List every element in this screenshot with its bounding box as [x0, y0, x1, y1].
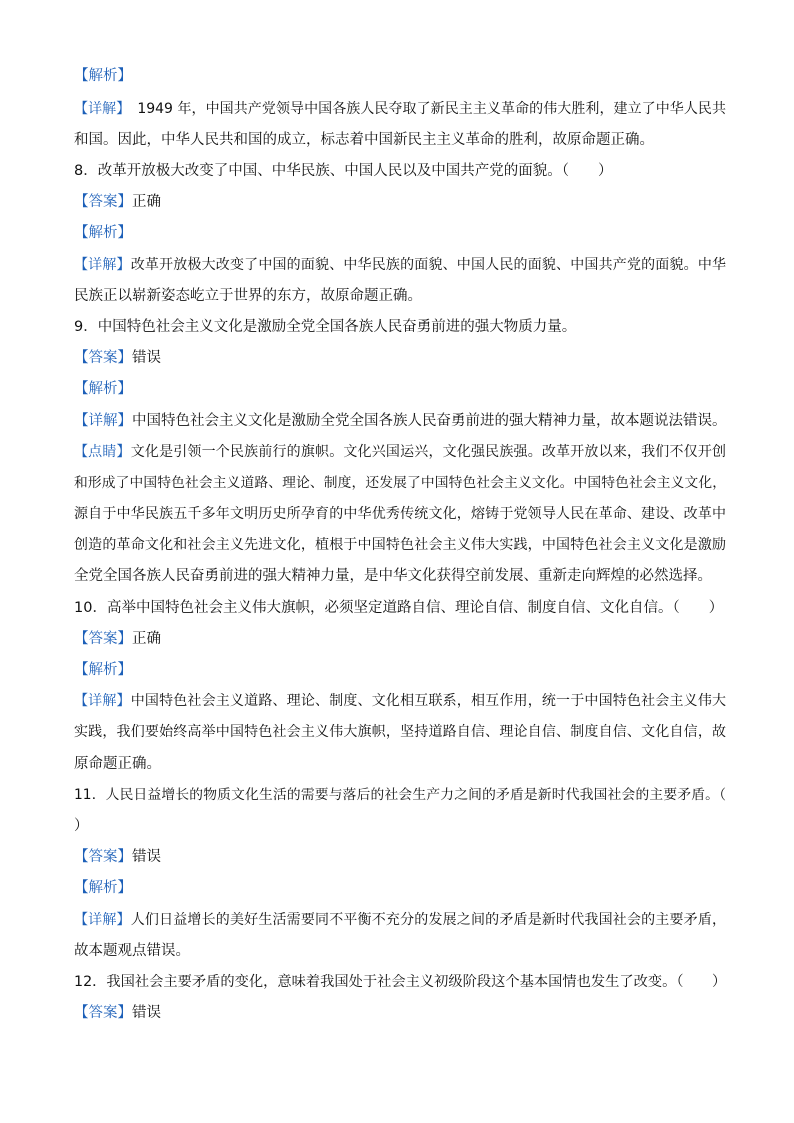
question-10: 10．高举中国特色社会主义伟大旗帜，必须坚定道路自信、理论自信、制度自信、文化自信。（ ）	[74, 600, 724, 616]
detail-10: 【详解】中国特色社会主义道路、理论、制度、文化相互联系，相互作用，统一于中国特色社会主义伟大	[74, 693, 727, 709]
point-9-cont: 全党全国各族人民奋勇前进的强大精神力量，是中华文化获得空前发展、重新走向辉煌的必然选择。	[74, 568, 712, 584]
answer-8: 【答案】正确	[74, 194, 161, 210]
answer-10: 【答案】正确	[74, 631, 161, 647]
analysis-heading: 【解析】	[74, 68, 132, 84]
question-12: 12．我国社会主要矛盾的变化，意味着我国处于社会主义初级阶段这个基本国情也发生了改变。（ ）	[74, 974, 727, 990]
point-9-cont: 和形成了中国特色社会主义道路、理论、制度，还发展了中国特色社会主义文化。中国特色社会主义文化，	[74, 475, 726, 491]
detail-paragraph-cont: 和国。因此，中华人民共和国的成立，标志着中国新民主主义革命的胜利，故原命题正确。	[74, 132, 654, 148]
answer-9: 【答案】错误	[74, 350, 161, 366]
detail-10-cont: 实践，我们要始终高举中国特色社会主义伟大旗帜，坚持道路自信、理论自信、制度自信、文化自信，故	[74, 724, 726, 740]
question-11-cont: ）	[74, 818, 89, 834]
detail-11-cont: 故本题观点错误。	[74, 943, 190, 959]
detail-9: 【详解】中国特色社会主义文化是激励全党全国各族人民奋勇前进的强大精神力量，故本题说法错误。	[74, 413, 727, 429]
detail-8: 【详解】改革开放极大改变了中国的面貌、中华民族的面貌、中国人民的面貌、中国共产党的面貌。中华	[74, 257, 727, 273]
detail-8-cont: 民族正以崭新姿态屹立于世界的东方，故原命题正确。	[74, 288, 422, 304]
detail-11: 【详解】人们日益增长的美好生活需要同不平衡不充分的发展之间的矛盾是新时代我国社会的主要矛盾，	[74, 912, 727, 928]
detail-10-cont: 原命题正确。	[74, 756, 161, 772]
answer-11: 【答案】错误	[74, 849, 161, 865]
point-9: 【点睛】文化是引领一个民族前行的旗帜。文化兴国运兴，文化强民族强。改革开放以来，我们不仅开创	[74, 444, 727, 460]
question-11: 11．人民日益增长的物质文化生活的需要与落后的社会生产力之间的矛盾是新时代我国社会的主要矛盾。（	[74, 787, 726, 803]
point-9-cont: 创造的革命文化和社会主义先进文化，植根于中国特色社会主义伟大实践，中国特色社会主义文化是激励	[74, 537, 726, 553]
analysis-heading: 【解析】	[74, 662, 132, 678]
question-8: 8．改革开放极大改变了中国、中华民族、中国人民以及中国共产党的面貌。（ ）	[74, 163, 613, 179]
detail-paragraph: 【详解】 1949 年，中国共产党领导中国各族人民夺取了新民主主义革命的伟大胜利，建立了中华人民共	[74, 101, 726, 117]
analysis-heading: 【解析】	[74, 880, 132, 896]
question-9: 9．中国特色社会主义文化是激励全党全国各族人民奋勇前进的强大物质力量。	[74, 319, 577, 335]
analysis-heading: 【解析】	[74, 225, 132, 241]
point-9-cont: 源自于中华民族五千多年文明历史所孕育的中华优秀传统文化，熔铸于党领导人民在革命、建设、改革中	[74, 506, 726, 522]
answer-12: 【答案】错误	[74, 1005, 161, 1021]
analysis-heading: 【解析】	[74, 381, 132, 397]
